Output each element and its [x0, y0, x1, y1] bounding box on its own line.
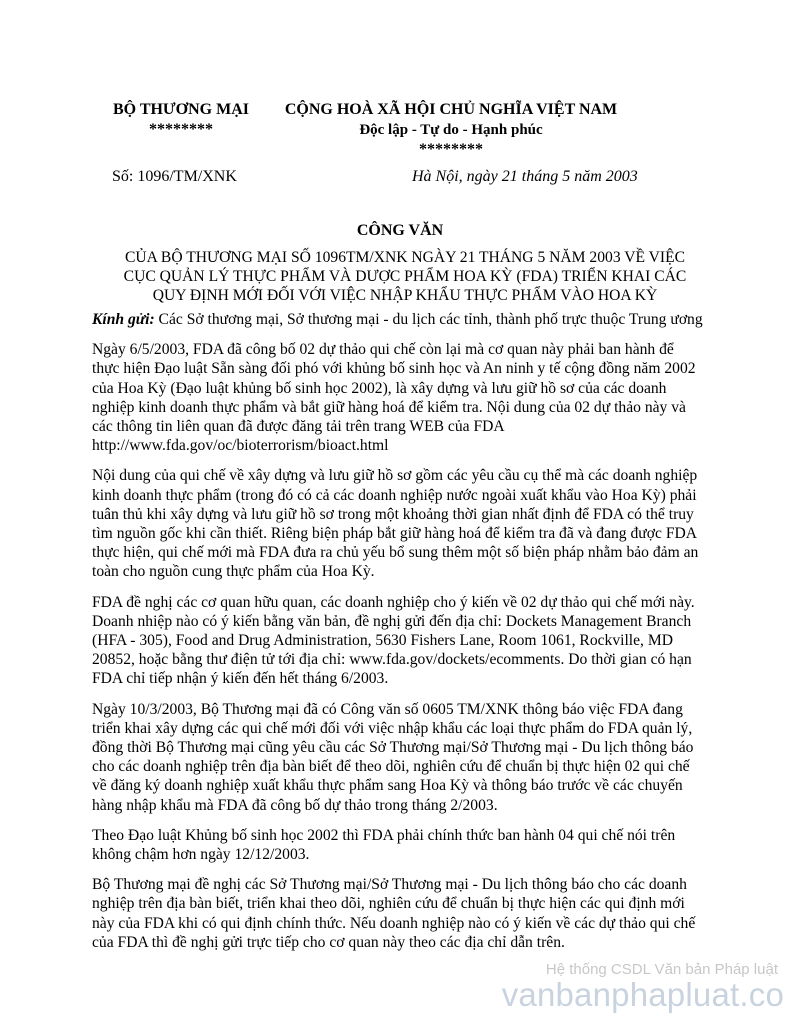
watermark-caption: Hệ thống CSDL Văn bản Pháp luật — [545, 961, 778, 978]
paragraph: FDA đề nghị các cơ quan hữu quan, các doanh nghiệp cho ý kiến về 02 dự thảo qui chế mới này. Doanh nhiệp nào có ý kiến bằng văn bản, đề nghị gửi đến địa chỉ: Dockets Management Branch (HFA - 305), Food and Drug Administration, 5630 Fishers Lane, Room 1061, Rockville, MD 20852, hoặc bằng thư điện tử tới địa chỉ: www.fda.gov/dockets/ecomments. Do thời gian có hạn FDA chỉ tiếp nhận ý kiến đến hết tháng 6/2003. — [92, 593, 695, 688]
paragraph: Bộ Thương mại đề nghị các Sở Thương mại/Sở Thương mại - Du lịch thông báo cho các doanh nghiệp trên địa bàn biết, triển khai theo dõi, nghiên cứu để chuẩn bị thực hiện các qui định mới này của FDA khi có qui định chính thức. Nếu doanh nghiệp nào có ý kiến về các dự thảo qui chế của FDA thì đề nghị gửi trực tiếp cho cơ quan này theo các địa chỉ dẫn trên. — [92, 876, 696, 951]
national-header — [276, 100, 626, 160]
document-date: Hà Nội, ngày 21 tháng 5 năm 2003 — [412, 168, 638, 185]
country-stars: ******** — [419, 141, 483, 158]
paragraph: Nội dung của qui chế về xây dựng và lưu giữ hồ sơ gồm các yêu cầu cụ thể mà các doanh nghiệp kinh doanh thực phẩm (trong đó có cả các doanh nghiệp nước ngoài xuất khẩu vào Hoa Kỳ) phải tuân thủ khi xây dựng và lưu giữ hồ sơ trong một khoảng thời gian nhất định để FDA có thể truy tìm nguồn gốc khi cần thiết. Riêng biện pháp bắt giữ hàng hoá để kiểm tra đã và đang được FDA thực hiện, qui chế mới mà FDA đưa ra chủ yếu bổ sung thêm một số biện pháp nhằm bảo đảm an toàn cho nguồn cung thực phẩm của Hoa Kỳ. — [92, 467, 699, 581]
document-subtitle: CỦA BỘ THƯƠNG MẠI SỐ 1096TM/XNK NGÀY 21 THÁNG 5 NĂM 2003 VỀ VIỆC CỤC QUẢN LÝ THỰC PHẨM VÀ DƯỢC PHẨM HOA KỲ (FDA) TRIỂN KHAI CÁC QUY ĐỊNH MỚI ĐỐI VỚI VIỆC NHẬP KHẨU THỰC PHẨM VÀO HOA KỲ — [123, 249, 687, 304]
ministry-name: BỘ THƯƠNG MẠI — [112, 101, 249, 118]
paragraph: Ngày 10/3/2003, Bộ Thương mại đã có Công văn số 0605 TM/XNK thông báo việc FDA đang triển khai xây dựng các qui chế mới đối với việc nhập khẩu các loại thực phẩm do FDA quản lý, đồng thời Bộ Thương mại cũng yêu cầu các Sở Thương mại/Sở Thương mại - Du lịch thông báo cho các doanh nghiệp trên địa bàn biết để theo dõi, nghiên cứu để chuẩn bị thực hiện 02 qui chế về đăng ký doanh nghiệp xuất khẩu thực phẩm sang Hoa Kỳ và thông báo trước về các chuyến hàng nhập khẩu mà FDA đã công bố dự thảo trong tháng 2/2003. — [92, 700, 694, 814]
recipient-line — [92, 310, 704, 329]
national-motto: Độc lập - Tự do - Hạnh phúc — [359, 122, 543, 138]
document-body — [92, 310, 704, 963]
document-title: CÔNG VĂN — [356, 222, 444, 239]
paragraph: Ngày 6/5/2003, FDA đã công bố 02 dự thảo qui chế còn lại mà cơ quan này phải ban hành để thực hiện Đạo luật Sẵn sàng đối phó với khủng bố sinh học và An ninh y tế cộng đồng năm 2002 của Hoa Kỳ (Đạo luật khủng bố sinh học 2002), là xây dựng và lưu giữ hồ sơ của các doanh nghiệp kinh doanh thực phẩm và bắt giữ hàng hoá để kiểm tra. Nội dung của 02 dự thảo này và các thông tin liên quan đã được đăng tải trên trang WEB của FDA http://www.fda.gov/oc/bioterrorism/bioact.html — [92, 341, 696, 455]
issuer-block — [96, 100, 266, 140]
watermark-site: vanbanphapluat.co — [501, 976, 784, 1013]
country-name: CỘNG HOÀ XÃ HỘI CHỦ NGHĨA VIỆT NAM — [284, 101, 618, 118]
document-number: Số: 1096/TM/XNK — [112, 168, 237, 185]
recipient-text: Các Sở thương mại, Sở thương mại - du lịch các tỉnh, thành phố trực thuộc Trung ương — [154, 311, 703, 328]
paragraph: Theo Đạo luật Khủng bố sinh học 2002 thì FDA phải chính thức ban hành 04 qui chế nói trên không chậm hơn ngày 12/12/2003. — [92, 826, 676, 864]
recipient-label: Kính gửi: — [92, 311, 155, 328]
ministry-stars: ******** — [149, 121, 213, 138]
